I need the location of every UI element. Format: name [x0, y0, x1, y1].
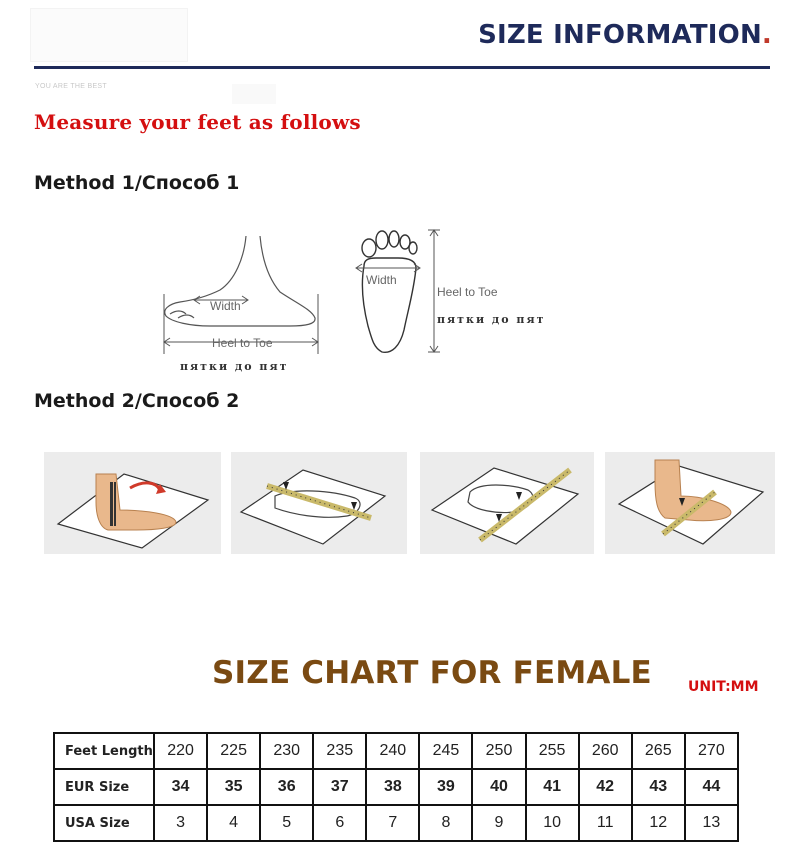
size-table — [53, 732, 739, 842]
table-cell: 5 — [260, 805, 313, 841]
table-cell: 13 — [685, 805, 738, 841]
row-header: EUR Size — [54, 769, 154, 805]
table-cell: 42 — [579, 769, 632, 805]
table-cell: 220 — [154, 733, 207, 769]
table-cell: 255 — [526, 733, 579, 769]
side-width-label: Width — [210, 299, 241, 313]
method2-step2-photo — [231, 452, 407, 554]
side-length-label: Heel to Toe — [212, 336, 273, 350]
table-cell: 43 — [632, 769, 685, 805]
table-cell: 235 — [313, 733, 366, 769]
top-view-measure-lines — [356, 230, 440, 352]
table-cell: 240 — [366, 733, 419, 769]
row-header: USA Size — [54, 805, 154, 841]
top-width-label: Width — [366, 273, 397, 287]
method2-step3-photo — [420, 452, 594, 554]
table-cell: 37 — [313, 769, 366, 805]
table-cell: 7 — [366, 805, 419, 841]
table-cell: 270 — [685, 733, 738, 769]
table-cell: 39 — [419, 769, 472, 805]
table-cell: 6 — [313, 805, 366, 841]
page-title: SIZE INFORMATION. — [478, 20, 772, 50]
table-cell: 225 — [207, 733, 260, 769]
table-cell: 230 — [260, 733, 313, 769]
table-cell: 36 — [260, 769, 313, 805]
table-cell: 10 — [526, 805, 579, 841]
table-cell: 250 — [472, 733, 525, 769]
table-cell: 40 — [472, 769, 525, 805]
table-row-usa-size — [54, 805, 738, 841]
method1-illustration — [150, 218, 590, 378]
table-cell: 9 — [472, 805, 525, 841]
table-cell: 11 — [579, 805, 632, 841]
method2-step1-photo — [44, 452, 221, 554]
title-dot: . — [761, 20, 772, 50]
table-cell: 34 — [154, 769, 207, 805]
header-divider — [34, 66, 770, 69]
tagline: YOU ARE THE BEST — [35, 83, 107, 90]
method2-heading: Method 2/Способ 2 — [34, 390, 240, 412]
table-cell: 265 — [632, 733, 685, 769]
table-cell: 8 — [419, 805, 472, 841]
measure-heading: Measure your feet as follows — [34, 110, 361, 134]
method2-step4-photo — [605, 452, 775, 554]
top-length-label: Heel to Toe — [437, 285, 498, 299]
method1-heading: Method 1/Способ 1 — [34, 172, 240, 194]
unit-label: UNIT:MM — [688, 679, 759, 695]
table-cell: 44 — [685, 769, 738, 805]
table-cell: 41 — [526, 769, 579, 805]
tagline-placeholder — [232, 84, 276, 104]
row-header: Feet Length — [54, 733, 154, 769]
top-russian-label: пятки до пят — [437, 313, 546, 326]
table-cell: 38 — [366, 769, 419, 805]
table-cell: 4 — [207, 805, 260, 841]
table-cell: 260 — [579, 733, 632, 769]
table-row-eur-size — [54, 769, 738, 805]
table-cell: 35 — [207, 769, 260, 805]
table-cell: 12 — [632, 805, 685, 841]
table-cell: 245 — [419, 733, 472, 769]
header-logo-placeholder — [30, 8, 188, 62]
table-row-feet-length — [54, 733, 738, 769]
table-cell: 3 — [154, 805, 207, 841]
foot-top-view — [362, 231, 417, 352]
size-chart-title: SIZE CHART FOR FEMALE — [212, 655, 652, 691]
side-russian-label: пятки до пят — [180, 360, 289, 373]
